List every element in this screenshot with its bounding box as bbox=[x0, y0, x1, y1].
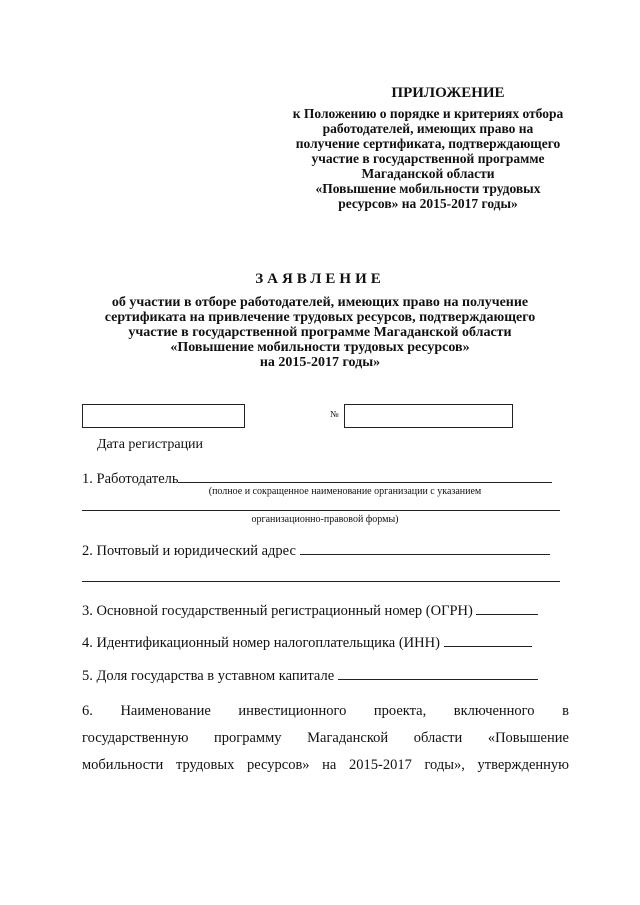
appendix-line: ресурсов» на 2015-2017 годы» bbox=[338, 196, 518, 211]
word: трудовых bbox=[175, 757, 235, 773]
word: области bbox=[413, 730, 463, 746]
word: государственную bbox=[82, 730, 189, 746]
address-input-line[interactable] bbox=[300, 540, 550, 555]
appendix-line: к Положению о порядке и критериях отбора bbox=[292, 106, 564, 121]
employer-hint-1: (полное и сокращенное наименование организации с указанием bbox=[208, 486, 482, 497]
employer-input-line[interactable] bbox=[178, 468, 552, 483]
word: годы», bbox=[424, 757, 465, 773]
document-subtitle bbox=[70, 295, 570, 370]
registration-date-box[interactable] bbox=[82, 404, 245, 428]
word: инвестиционного bbox=[238, 703, 347, 719]
paragraph-6 bbox=[82, 698, 569, 779]
paragraph-6-line-3 bbox=[82, 752, 569, 779]
word: 2015-2017 bbox=[349, 757, 412, 773]
employer-hint-2: организационно-правовой формы) bbox=[251, 514, 399, 525]
subtitle-line: участие в государственной программе Магаданской области bbox=[128, 325, 512, 340]
word: проекта, bbox=[373, 703, 427, 719]
paragraph-6-line-1 bbox=[82, 698, 569, 725]
word: включенного bbox=[453, 703, 535, 719]
word: «Повышение bbox=[487, 730, 569, 746]
document-title: ЗАЯВЛЕНИЕ bbox=[255, 271, 385, 287]
address-label: 2. Почтовый и юридический адрес bbox=[82, 543, 296, 559]
state-share-field bbox=[82, 665, 538, 685]
employer-label: 1. Работодатель bbox=[82, 471, 179, 487]
word: утвержденную bbox=[477, 757, 569, 773]
subtitle-line: об участии в отборе работодателей, имеющих право на получение bbox=[111, 295, 529, 310]
word: программу bbox=[214, 730, 282, 746]
subtitle-line: на 2015-2017 годы» bbox=[259, 355, 381, 370]
ogrn-label: 3. Основной государственный регистрационный номер (ОГРН) bbox=[82, 603, 473, 619]
subtitle-line: «Повышение мобильности трудовых ресурсов» bbox=[170, 340, 470, 355]
registration-number-box[interactable] bbox=[344, 404, 513, 428]
registration-date-label: Дата регистрации bbox=[97, 437, 204, 452]
appendix-line: «Повышение мобильности трудовых bbox=[315, 181, 541, 196]
address-input-line-2[interactable] bbox=[82, 581, 560, 582]
paragraph-6-line-2 bbox=[82, 725, 569, 752]
inn-field bbox=[82, 632, 532, 652]
inn-label: 4. Идентификационный номер налогоплательщика (ИНН) bbox=[82, 635, 440, 651]
appendix-heading: ПРИЛОЖЕНИЕ bbox=[391, 85, 505, 101]
address-field bbox=[82, 540, 550, 560]
word: ресурсов» bbox=[246, 757, 310, 773]
word: 6. bbox=[82, 703, 93, 719]
word: на bbox=[322, 757, 337, 773]
word: Наименование bbox=[120, 703, 211, 719]
word: мобильности bbox=[82, 757, 164, 773]
word: Магаданской bbox=[307, 730, 389, 746]
number-sign: № bbox=[330, 409, 339, 419]
appendix-block bbox=[268, 86, 588, 211]
appendix-line: участие в государственной программе bbox=[311, 151, 545, 166]
inn-input-line[interactable] bbox=[444, 632, 532, 647]
ogrn-input-line[interactable] bbox=[476, 600, 538, 615]
employer-field bbox=[82, 468, 552, 488]
appendix-line: работодателей, имеющих право на bbox=[322, 121, 534, 136]
state-share-label: 5. Доля государства в уставном капитале bbox=[82, 668, 335, 684]
employer-input-line-2[interactable] bbox=[82, 510, 560, 511]
state-share-input-line[interactable] bbox=[338, 665, 538, 680]
appendix-line: получение сертификата, подтверждающего bbox=[295, 136, 561, 151]
appendix-line: Магаданской области bbox=[361, 166, 495, 181]
word: в bbox=[562, 703, 569, 719]
subtitle-line: сертификата на привлечение трудовых ресурсов, подтверждающего bbox=[104, 310, 536, 325]
ogrn-field bbox=[82, 600, 538, 620]
